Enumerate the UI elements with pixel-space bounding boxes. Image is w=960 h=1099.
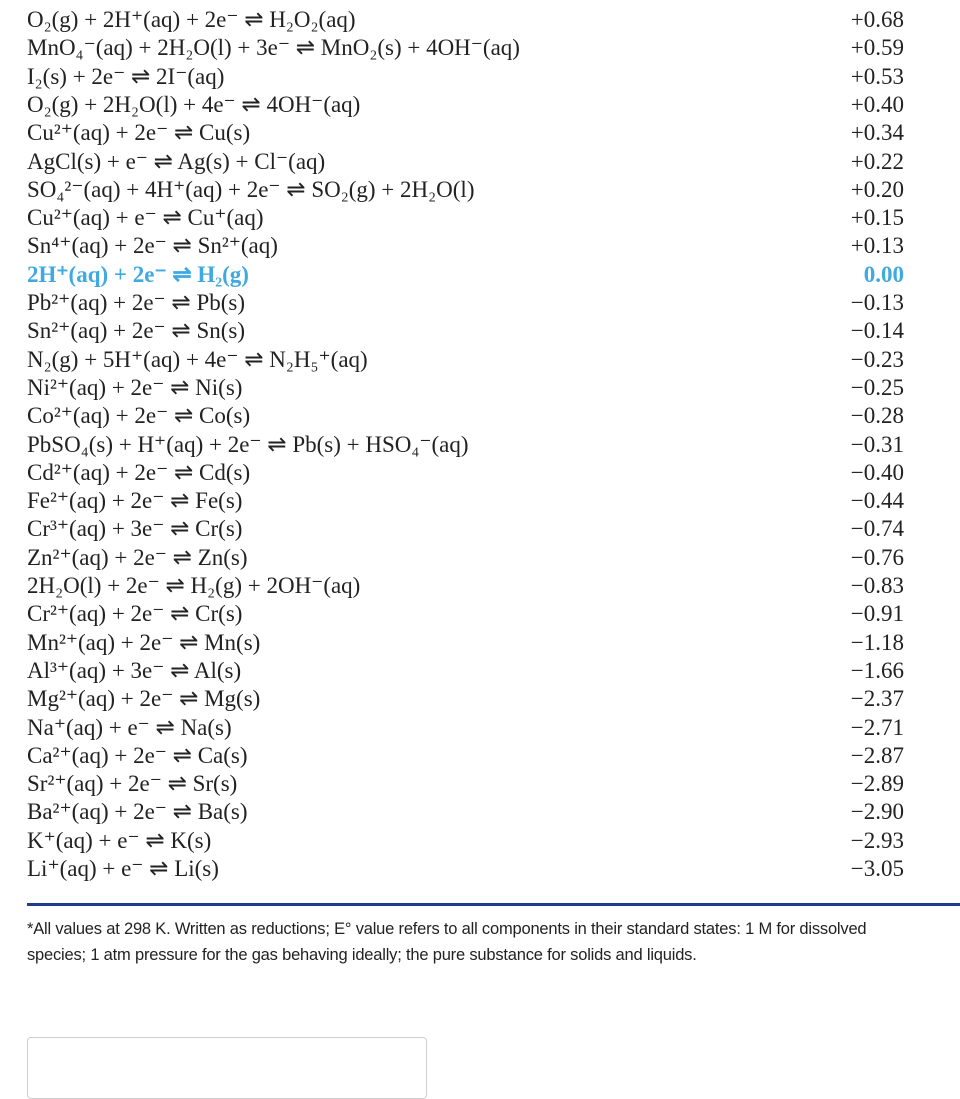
half-reaction: Cr²⁺(aq) + 2e⁻ ⇌ Cr(s) <box>27 601 243 627</box>
table-row <box>0 373 960 403</box>
half-reaction: MnO₄⁻(aq) + 2H₂O(l) + 3e⁻ ⇌ MnO₂(s) + 4OH⁻(aq) <box>27 35 520 61</box>
standard-potential-value: −0.23 <box>850 346 904 372</box>
half-reaction: Cr³⁺(aq) + 3e⁻ ⇌ Cr(s) <box>27 516 243 542</box>
half-reaction: Zn²⁺(aq) + 2e⁻ ⇌ Zn(s) <box>27 544 248 570</box>
table-row <box>0 684 960 714</box>
standard-potential-value: −0.40 <box>850 459 904 485</box>
standard-potential-value: −2.89 <box>850 771 904 797</box>
table-row <box>0 316 960 346</box>
standard-potential-value: −2.71 <box>850 714 904 740</box>
table-row <box>0 401 960 431</box>
table-row <box>0 854 960 884</box>
standard-potential-value: −1.66 <box>850 657 904 683</box>
table-row <box>0 826 960 856</box>
standard-potential-value: −0.31 <box>850 431 904 457</box>
table-bottom-rule <box>27 903 960 906</box>
table-row <box>0 656 960 686</box>
half-reaction: N₂(g) + 5H⁺(aq) + 4e⁻ ⇌ N₂H₅⁺(aq) <box>27 346 368 372</box>
half-reaction: Mn²⁺(aq) + 2e⁻ ⇌ Mn(s) <box>27 629 261 655</box>
table-row <box>0 571 960 601</box>
half-reaction: 2H⁺(aq) + 2e⁻ ⇌ H₂(g) <box>27 261 249 287</box>
standard-potential-value: −1.18 <box>850 629 904 655</box>
half-reaction: Na⁺(aq) + e⁻ ⇌ Na(s) <box>27 714 232 740</box>
table-row <box>0 769 960 799</box>
half-reaction: I₂(s) + 2e⁻ ⇌ 2I⁻(aq) <box>27 63 225 89</box>
table-row <box>0 486 960 516</box>
half-reaction: Ca²⁺(aq) + 2e⁻ ⇌ Ca(s) <box>27 742 248 768</box>
table-row <box>0 260 960 290</box>
half-reaction: Pb²⁺(aq) + 2e⁻ ⇌ Pb(s) <box>27 290 246 315</box>
standard-potential-value: −2.87 <box>850 742 904 768</box>
table-row <box>0 90 960 120</box>
standard-potential-value: +0.20 <box>850 176 904 202</box>
standard-potential-value: 0.00 <box>863 261 904 287</box>
half-reaction: Mg²⁺(aq) + 2e⁻ ⇌ Mg(s) <box>27 686 261 712</box>
table-row <box>0 797 960 827</box>
footnote <box>27 916 927 968</box>
half-reaction: Cd²⁺(aq) + 2e⁻ ⇌ Cd(s) <box>27 459 251 485</box>
table-row <box>0 713 960 743</box>
table-row <box>0 33 960 63</box>
table-row <box>0 5 960 35</box>
standard-potential-value: +0.13 <box>850 233 904 259</box>
table-row <box>0 345 960 375</box>
standard-potential-value: −0.76 <box>850 544 904 570</box>
standard-potential-value: +0.59 <box>850 35 904 61</box>
standard-potential-value: +0.22 <box>850 148 904 174</box>
half-reaction: Fe²⁺(aq) + 2e⁻ ⇌ Fe(s) <box>27 488 243 514</box>
half-reaction: Ni²⁺(aq) + 2e⁻ ⇌ Ni(s) <box>27 374 243 400</box>
half-reaction: Cu²⁺(aq) + e⁻ ⇌ Cu⁺(aq) <box>27 205 264 231</box>
table-row <box>0 741 960 771</box>
table-row <box>0 118 960 148</box>
standard-potential-value: −0.25 <box>850 374 904 400</box>
table-row <box>0 628 960 658</box>
table-row <box>0 231 960 261</box>
standard-potential-value: −2.90 <box>850 799 904 825</box>
standard-potential-value: −0.74 <box>850 516 904 542</box>
table-row <box>0 514 960 544</box>
half-reaction: 2H₂O(l) + 2e⁻ ⇌ H₂(g) + 2OH⁻(aq) <box>27 573 361 598</box>
half-reaction: SO₄²⁻(aq) + 4H⁺(aq) + 2e⁻ ⇌ SO₂(g) + 2H₂O(l) <box>27 176 475 202</box>
table-row <box>0 175 960 205</box>
half-reaction: O₂(g) + 2H⁺(aq) + 2e⁻ ⇌ H₂O₂(aq) <box>27 7 356 32</box>
table-row <box>0 458 960 488</box>
standard-potential-value: +0.34 <box>850 120 904 146</box>
standard-potential-value: +0.40 <box>850 91 904 117</box>
half-reaction: Co²⁺(aq) + 2e⁻ ⇌ Co(s) <box>27 403 251 429</box>
table-row <box>0 62 960 92</box>
standard-potential-value: −0.14 <box>850 318 904 344</box>
standard-potential-value: −0.83 <box>850 573 904 598</box>
half-reaction: O₂(g) + 2H₂O(l) + 4e⁻ ⇌ 4OH⁻(aq) <box>27 91 361 117</box>
standard-potential-value: +0.15 <box>850 205 904 231</box>
half-reaction: Cu²⁺(aq) + 2e⁻ ⇌ Cu(s) <box>27 120 251 146</box>
half-reaction: Sn⁴⁺(aq) + 2e⁻ ⇌ Sn²⁺(aq) <box>27 233 278 259</box>
answer-input[interactable] <box>27 1037 427 1099</box>
table-row <box>0 147 960 177</box>
half-reaction: Al³⁺(aq) + 3e⁻ ⇌ Al(s) <box>27 657 242 683</box>
half-reaction: Ba²⁺(aq) + 2e⁻ ⇌ Ba(s) <box>27 799 248 825</box>
table-row <box>0 543 960 573</box>
table-row <box>0 430 960 460</box>
table-row <box>0 288 960 318</box>
table-row <box>0 599 960 629</box>
standard-potential-value: +0.53 <box>850 63 904 89</box>
standard-potential-value: −0.44 <box>850 488 904 514</box>
standard-potential-value: −0.13 <box>850 290 904 315</box>
standard-potential-value: −3.05 <box>850 856 904 881</box>
half-reaction: K⁺(aq) + e⁻ ⇌ K(s) <box>27 827 212 853</box>
standard-potential-value: +0.68 <box>850 7 904 32</box>
standard-potential-value: −2.93 <box>850 827 904 853</box>
standard-potential-value: −0.28 <box>850 403 904 429</box>
footnote-text: *All values at 298 K. Written as reductions; E° value refers to all components in their standard states: 1 M for dissolved species; 1 atm pressure for the gas behaving ideally; the pure substance for solids and liquids. <box>27 920 867 964</box>
standard-potential-value: −2.37 <box>850 686 904 712</box>
table-row <box>0 203 960 233</box>
half-reaction: AgCl(s) + e⁻ ⇌ Ag(s) + Cl⁻(aq) <box>27 148 326 174</box>
half-reaction: Sr²⁺(aq) + 2e⁻ ⇌ Sr(s) <box>27 771 238 797</box>
half-reaction: Sn²⁺(aq) + 2e⁻ ⇌ Sn(s) <box>27 318 246 344</box>
half-reaction: Li⁺(aq) + e⁻ ⇌ Li(s) <box>27 856 219 881</box>
half-reaction: PbSO₄(s) + H⁺(aq) + 2e⁻ ⇌ Pb(s) + HSO₄⁻(aq) <box>27 431 469 457</box>
standard-potential-value: −0.91 <box>850 601 904 627</box>
